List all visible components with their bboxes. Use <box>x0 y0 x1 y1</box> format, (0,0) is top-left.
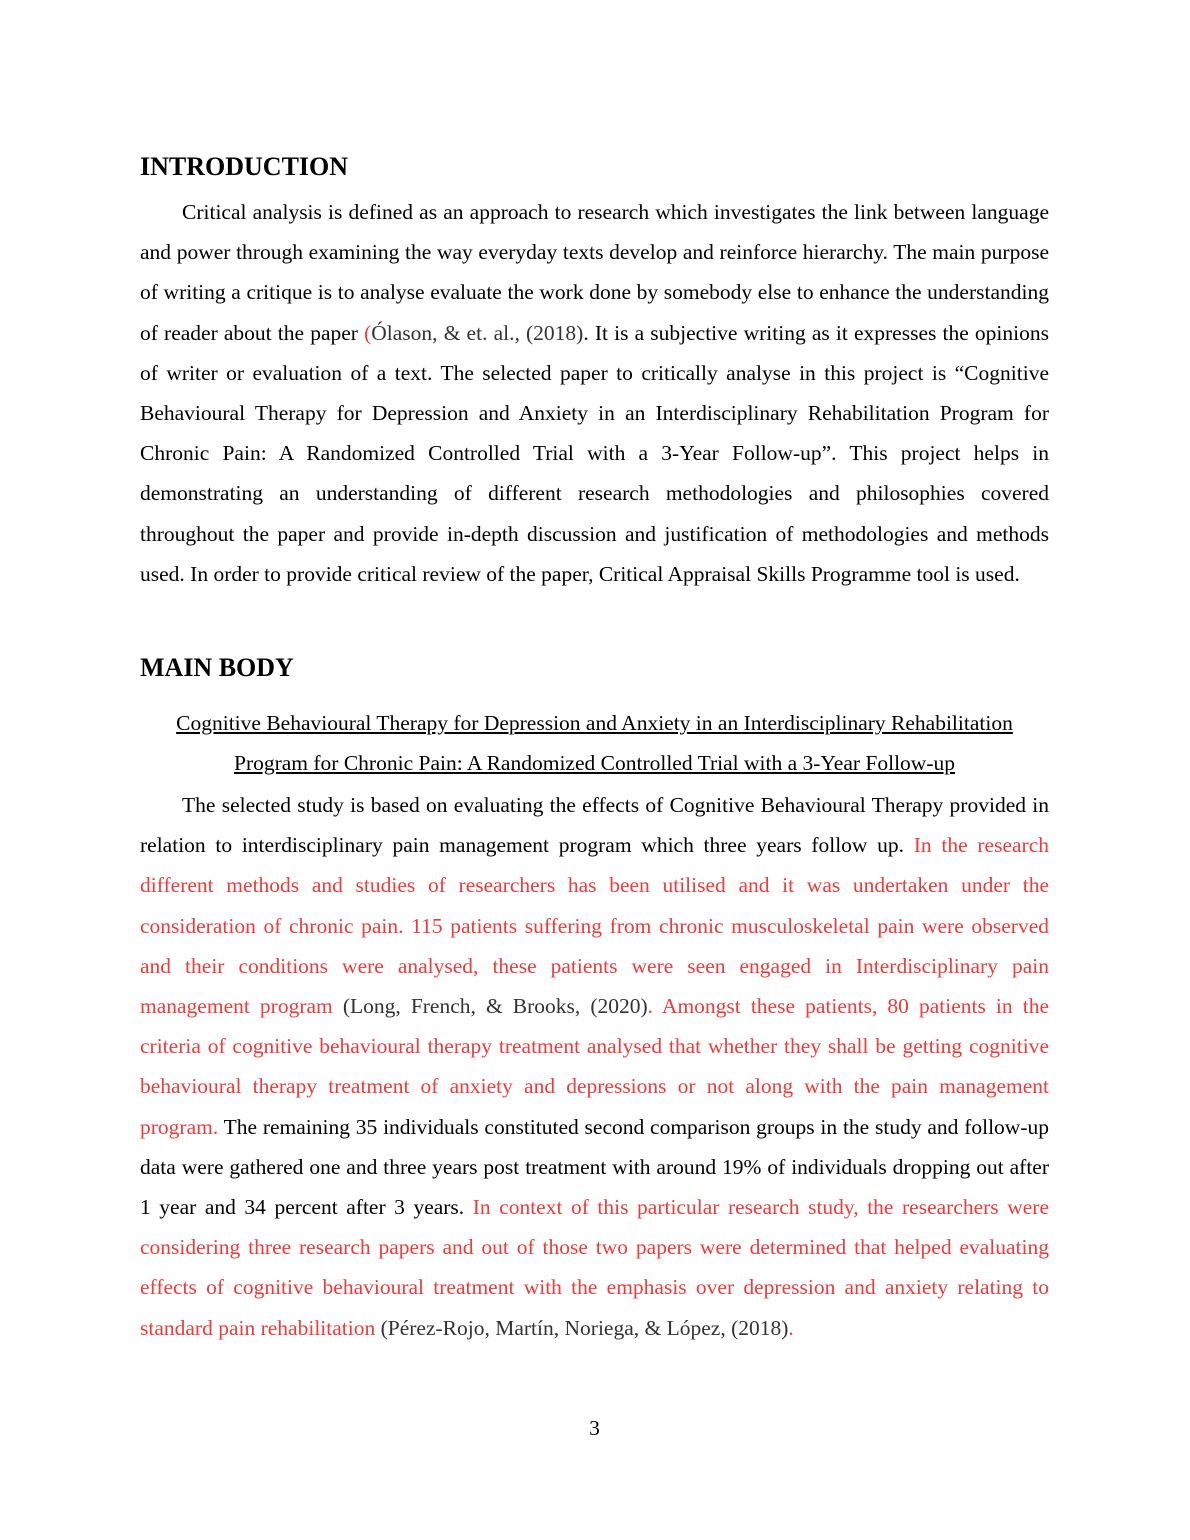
body-text-2: The remaining 35 individuals constituted second comparison groups in the study and follow-up data were gathered one and three years post treatment with around 19% of individuals dropping out after 1 year and 34 percent after 3 years. <box>140 1114 1049 1220</box>
page-number: 3 <box>589 1416 600 1440</box>
body-citation-2: (Pérez-Rojo, Martín, Noriega, & López, (2018) <box>380 1315 789 1340</box>
intro-text-2: . It is a subjective writing as it expresses the opinions of writer or evaluation of a text. The selected paper to critically analyse in this project is “Cognitive Behavioural Therapy for Depression and Anxiety in an Interdisciplinary Rehabilitation Program for Chronic Pain: A Randomized Controlled Trial with a 3-Year Follow-up”. This project helps in demonstrating an understanding of different research methodologies and philosophies covered throughout the paper and provide in-depth discussion and justification of methodologies and methods used. In order to provide critical review of the paper, Critical Appraisal Skills Programme tool is used. <box>140 320 1049 586</box>
body-highlight-1: In the research different methods and studies of researchers has been utilised and it was undertaken under the consideration of chronic pain. 115 patients suffering from chronic musculoskeletal pain were observed and their conditions were analysed, these patients were seen engaged in Interdisciplinary pain management program <box>140 833 1049 1019</box>
body-citation-1: (Long, French, & Brooks, (2020) <box>342 994 648 1019</box>
body-text-1: The selected study is based on evaluating the effects of Cognitive Behavioural Therapy provided in relation to interdisciplinary pain management program which three years follow up. <box>140 793 1049 858</box>
intro-citation: Ólason, & et. al., (2018) <box>371 320 584 345</box>
introduction-heading: INTRODUCTION <box>140 152 349 181</box>
body-highlight-2: Amongst these patients, 80 patients in the criteria of cognitive behavioural therapy treatment analysed that whether they shall be getting cognitive behavioural therapy treatment of anxiety and depressions or not along with the pain management program. <box>140 994 1049 1139</box>
main-body-paragraph <box>140 785 1049 1348</box>
intro-text-1: Critical analysis is defined as an approach to research which investigates the link between language and power through examining the way everyday texts develop and reinforce hierarchy. The main purpose of writing a critique is to analyse evaluate the work done by somebody else to enhance the understanding of reader about the paper <box>140 200 1049 345</box>
study-title: Cognitive Behavioural Therapy for Depression and Anxiety in an Interdisciplinary Rehabilitation Program for Chronic Pain: A Randomized Controlled Trial with a 3-Year Follow-up <box>176 711 1013 776</box>
introduction-paragraph <box>140 192 1049 594</box>
intro-open-paren: ( <box>364 320 372 345</box>
body-dot-1: . <box>647 994 654 1019</box>
body-dot-2: . <box>788 1315 794 1340</box>
main-body-heading: MAIN BODY <box>140 653 294 682</box>
body-highlight-3: In context of this particular research study, the researchers were considering three research papers and out of those two papers were determined that helped evaluating effects of cognitive behavioural treatment with the emphasis over depression and anxiety relating to standard pain rehabilitation <box>140 1195 1049 1340</box>
